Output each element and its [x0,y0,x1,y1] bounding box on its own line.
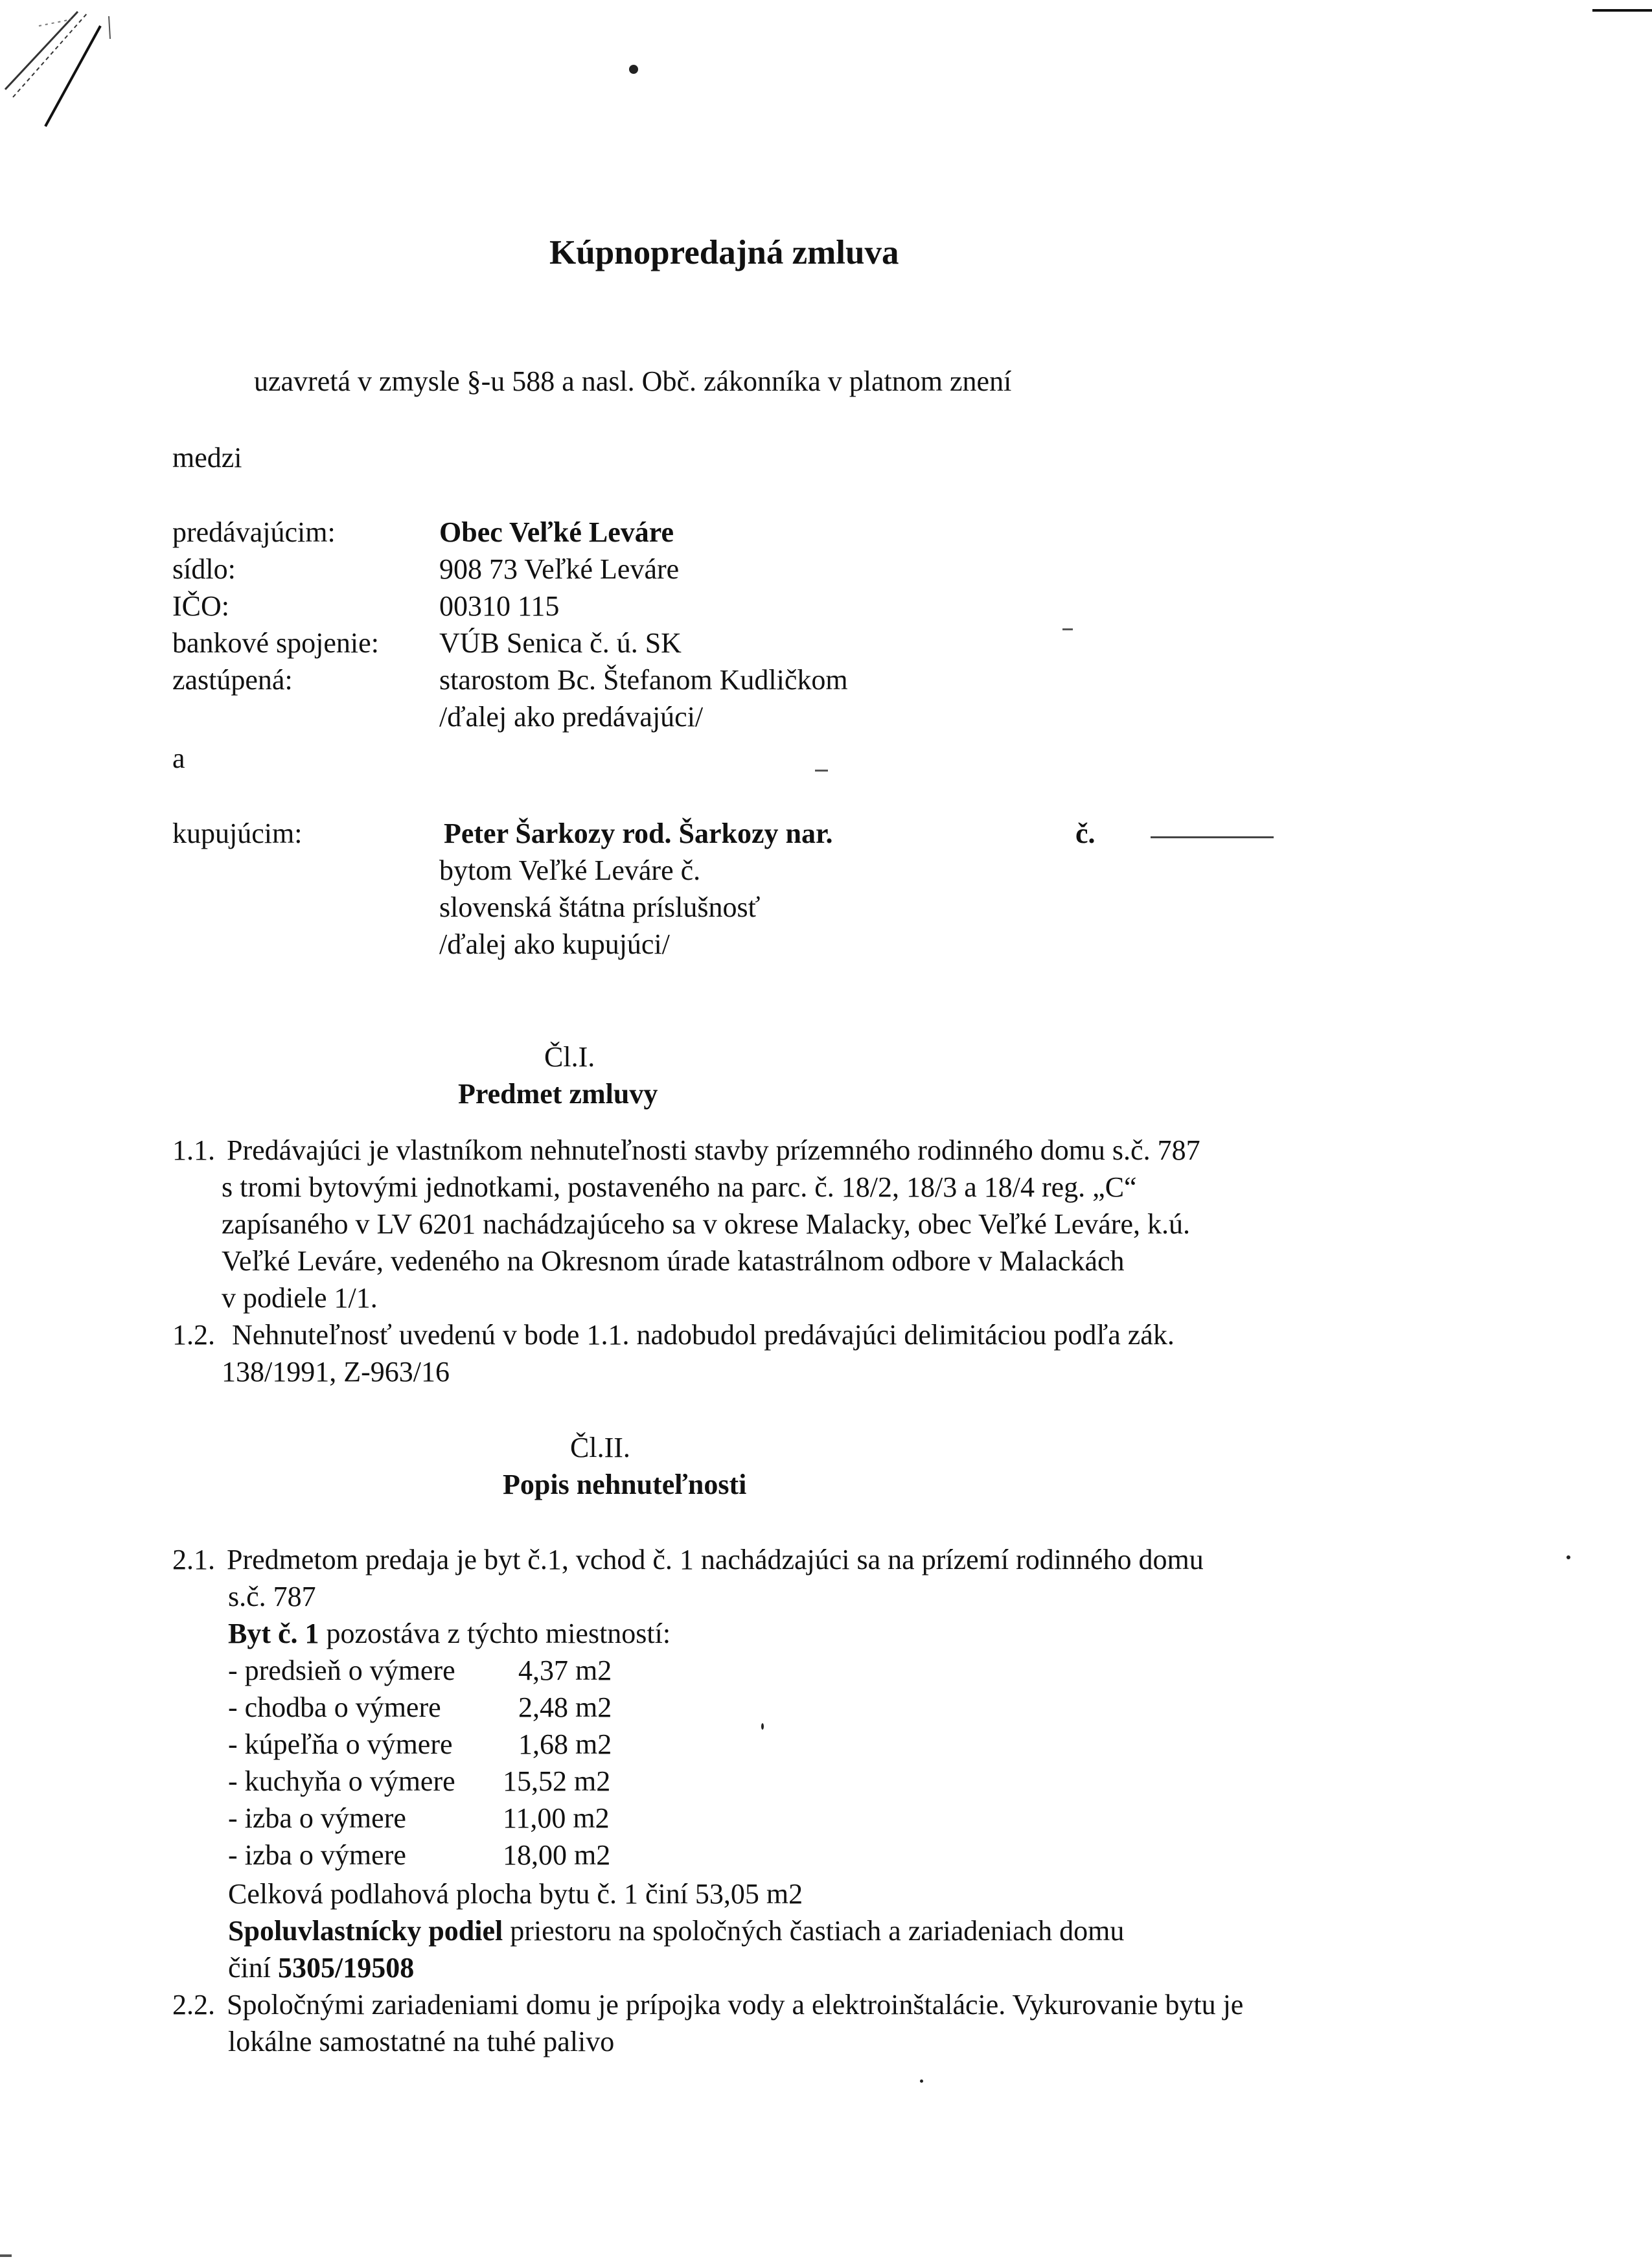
seller-alias: /ďalej ako predávajúci/ [439,701,704,733]
co-ownership-share [228,1912,1124,1949]
share-prefix: činí [228,1952,278,1984]
redaction-mark [1151,836,1274,838]
room-name: - kuchyňa o výmere [228,1765,455,1797]
and-label: a [172,742,185,774]
room-name: - kúpeľňa o výmere [228,1728,453,1760]
room-name: - chodba o výmere [228,1691,441,1723]
share-text: priestoru na spoločných častiach a zariadeniach domu [503,1915,1125,1947]
article-1-number: Čl.I. [544,1041,595,1073]
paragraph-1-1-line: s tromi bytovými jednotkami, postaveného na parc. č. 18/2, 18/3 a 18/4 reg. „C“ [222,1171,1137,1203]
paragraph-1-1-line: Veľké Leváre, vedeného na Okresnom úrade katastrálnom odbore v Malackách [222,1245,1125,1277]
bank-value: VÚB Senica č. ú. SK [439,627,682,659]
pen-mark [0,0,130,136]
representative-value: starostom Bc. Štefanom Kudličkom [439,664,848,696]
paragraph-1-2-line: 138/1991, Z-963/16 [222,1356,450,1388]
document-subtitle: uzavretá v zmysle §-u 588 a nasl. Obč. zákonníka v platnom znení [254,365,1012,397]
scan-dot [629,65,638,74]
paragraph-1-2-number: 1.2. [172,1319,215,1351]
scan-speck [1062,628,1073,630]
scan-speck [815,770,828,772]
between-label: medzi [172,442,242,474]
room-area: 4,37 m2 [518,1655,612,1686]
paragraph-1-1-line: zapísaného v LV 6201 nachádzajúceho sa v okrese Malacky, obec Veľké Leváre, k.ú. [222,1208,1190,1240]
room-area: 1,68 m2 [518,1728,612,1760]
article-2-number: Čl.II. [570,1432,630,1463]
edge-rule [1592,9,1652,12]
seat-label: sídlo: [172,553,236,585]
paragraph-1-1-line: v podiele 1/1. [222,1282,378,1314]
seat-value: 908 73 Veľké Leváre [439,553,680,585]
paragraph-2-2-line: Spoločnými zariadeniami domu je prípojka vody a elektroinštalácie. Vykurovanie bytu je [227,1989,1244,2021]
flat-intro: pozostáva z týchto miestností: [319,1618,671,1649]
scan-dot [1566,1555,1570,1559]
paragraph-2-1-line: Predmetom predaja je byt č.1, vchod č. 1 nachádzajúci sa na prízemí rodinného domu [227,1544,1204,1575]
ico-value: 00310 115 [439,590,560,622]
buyer-c-label: č. [1075,818,1096,849]
share-value-line [228,1949,414,1986]
paragraph-2-2-number: 2.2. [172,1989,215,2021]
scan-dot [761,1723,764,1730]
room-name: - predsieň o výmere [228,1655,455,1686]
buyer-address: bytom Veľké Leváre č. [439,854,701,886]
total-area: Celková podlahová plocha bytu č. 1 činí 53,05 m2 [228,1878,803,1910]
room-area: 2,48 m2 [518,1691,612,1723]
scan-speck [0,2254,12,2257]
bank-label: bankové spojenie: [172,627,379,659]
room-name: - izba o výmere [228,1802,406,1834]
share-label: Spoluvlastnícky podiel [228,1915,503,1947]
buyer-name: Peter Šarkozy rod. Šarkozy nar. [444,818,833,849]
article-1-heading: Predmet zmluvy [458,1078,658,1110]
document-title: Kúpnopredajná zmluva [549,234,899,271]
paragraph-2-2-line: lokálne samostatné na tuhé palivo [228,2026,615,2057]
flat-label: Byt č. 1 [228,1618,319,1649]
representative-label: zastúpená: [172,664,293,696]
ico-label: IČO: [172,590,229,622]
seller-label: predávajúcim: [172,516,336,548]
paragraph-2-1-number: 2.1. [172,1544,215,1575]
buyer-label: kupujúcim: [172,818,303,849]
paragraph-1-1-line: Predávajúci je vlastníkom nehnuteľnosti stavby prízemného rodinného domu s.č. 787 [227,1134,1200,1166]
paragraph-1-1-number: 1.1. [172,1134,215,1166]
room-area: 15,52 m2 [503,1765,611,1797]
room-area: 11,00 m2 [503,1802,610,1834]
scan-dot [920,2079,923,2083]
room-name: - izba o výmere [228,1839,406,1871]
buyer-alias: /ďalej ako kupujúci/ [439,928,670,960]
room-area: 18,00 m2 [503,1839,611,1871]
flat-description [228,1615,671,1652]
paragraph-1-2-line: Nehnuteľnosť uvedenú v bode 1.1. nadobudol predávajúci delimitáciou podľa zák. [232,1319,1175,1351]
article-2-heading: Popis nehnuteľnosti [503,1469,747,1500]
share-value: 5305/19508 [277,1952,415,1984]
paragraph-2-1-line: s.č. 787 [228,1581,316,1612]
buyer-citizenship: slovenská štátna príslušnosť [439,891,761,923]
seller-name: Obec Veľké Leváre [439,516,674,548]
